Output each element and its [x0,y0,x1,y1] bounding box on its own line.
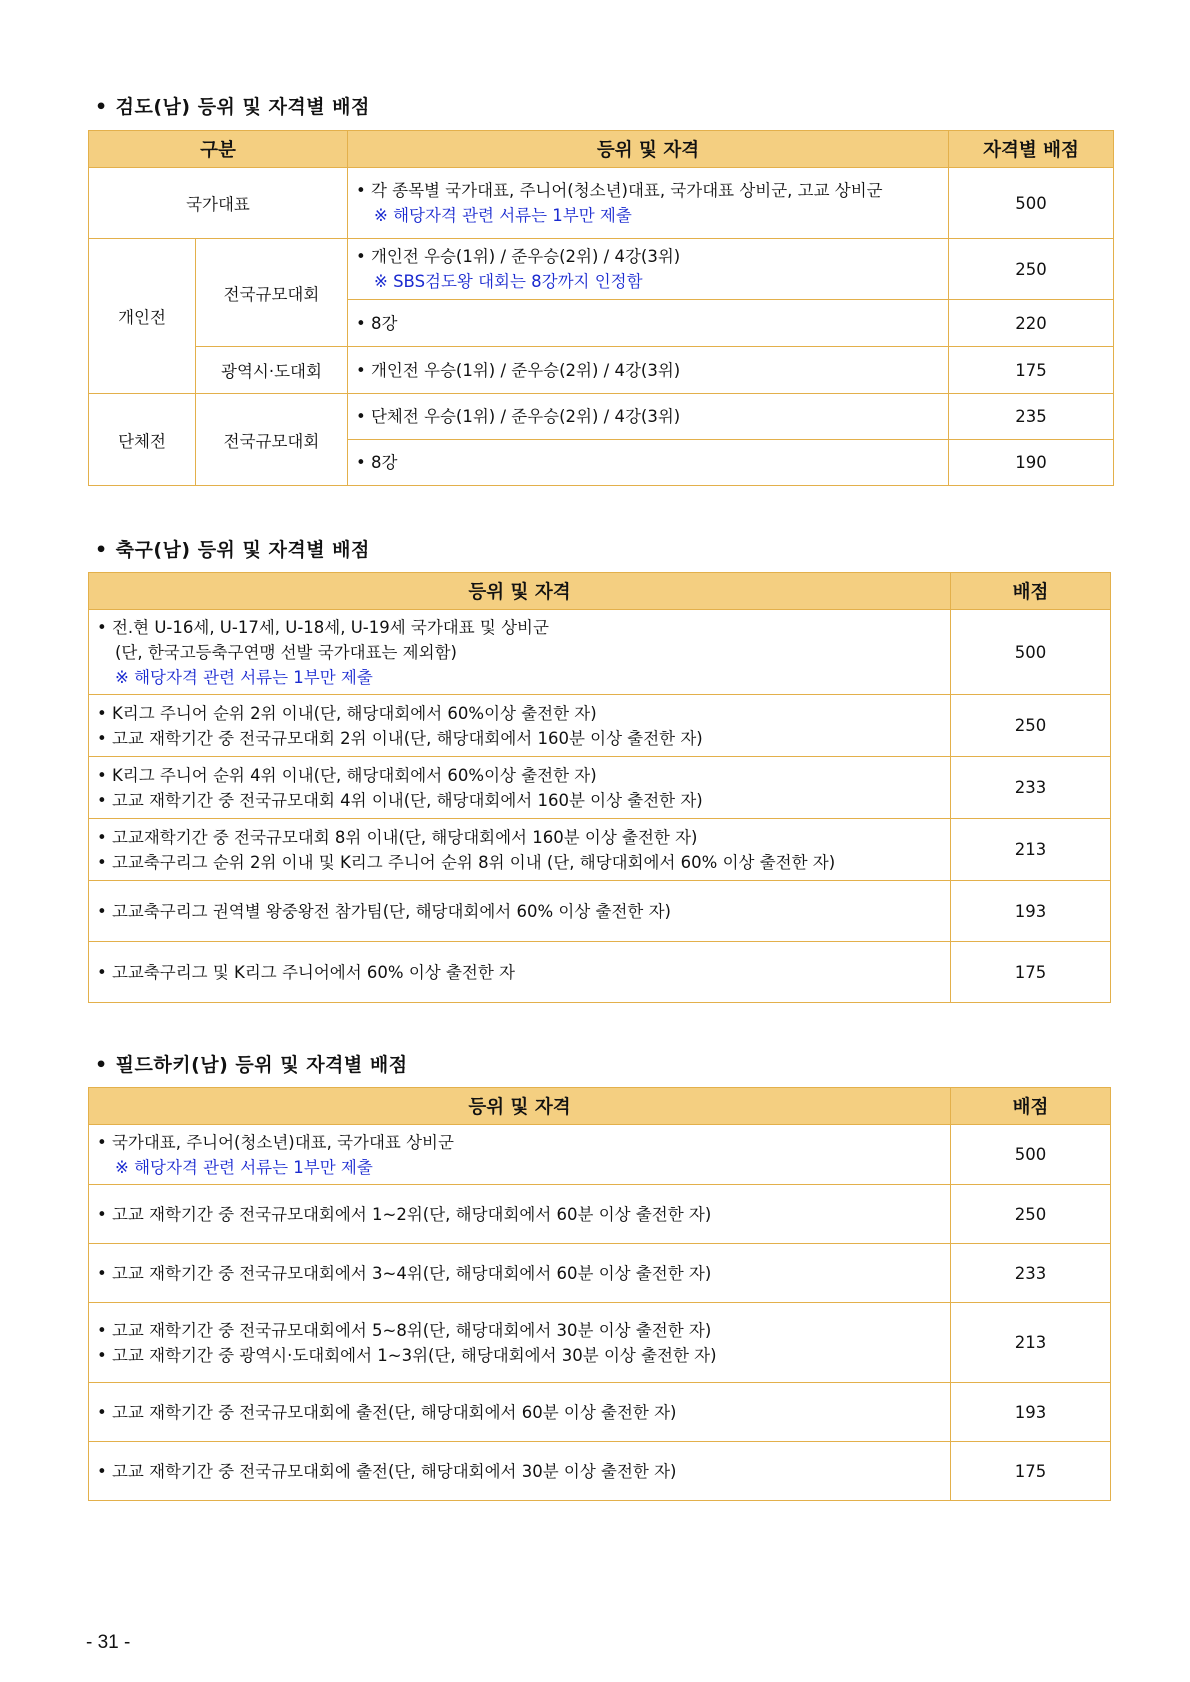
kendo-score-table [88,130,1114,486]
header-category: 구분 [89,131,348,168]
table-row [89,1244,1111,1303]
qualification-cell: • 개인전 우승(1위) / 준우승(2위) / 4강(3위) [348,347,949,394]
qualification-cell: • 8강 [348,300,949,347]
table-row [89,881,1111,942]
category-cell: 개인전 [89,239,196,394]
qualification-cell: • 단체전 우승(1위) / 준우승(2위) / 4강(3위) [348,394,949,440]
qualification-cell: • 고교 재학기간 중 전국규모대회에서 1~2위(단, 해당대회에서 60분 이상 출전한 자) [89,1185,951,1244]
table-row [89,757,1111,819]
table-row [89,610,1111,695]
qualification-cell: • 고교축구리그 권역별 왕중왕전 참가팀(단, 해당대회에서 60% 이상 출전한 자) [89,881,951,942]
header-qualification: 등위 및 자격 [89,573,951,610]
page-number: - 31 - [86,1632,131,1653]
table-row [89,239,1114,300]
qualification-cell: • K리그 주니어 순위 4위 이내(단, 해당대회에서 60%이상 출전한 자) • 고교 재학기간 중 전국규모대회 4위 이내(단, 해당대회에서 160분 이상 출전한 자) [89,757,951,819]
score-cell: 500 [951,610,1111,695]
score-cell: 190 [949,440,1114,486]
table-row [89,1383,1111,1442]
score-cell: 175 [951,1442,1111,1501]
table-row [89,347,1114,394]
score-cell: 193 [951,1383,1111,1442]
score-cell: 235 [949,394,1114,440]
qualification-cell: • 국가대표, 주니어(청소년)대표, 국가대표 상비군 ※ 해당자격 관련 서류는 1부만 제출 [89,1125,951,1185]
subcategory-cell: 전국규모대회 [196,394,348,486]
qualification-cell: • 고교축구리그 및 K리그 주니어에서 60% 이상 출전한 자 [89,942,951,1003]
soccer-section-title: • 축구(남) 등위 및 자격별 배점 [95,539,370,561]
subcategory-cell: 전국규모대회 [196,239,348,347]
score-cell: 175 [949,347,1114,394]
table-row [89,695,1111,757]
score-cell: 500 [949,168,1114,239]
score-cell: 250 [951,695,1111,757]
table-row [89,1125,1111,1185]
hockey-score-table [88,1087,1111,1501]
score-cell: 500 [951,1125,1111,1185]
table-row [89,1185,1111,1244]
qualification-cell: • 고교 재학기간 중 전국규모대회에서 5~8위(단, 해당대회에서 30분 이상 출전한 자) • 고교 재학기간 중 광역시·도대회에서 1~3위(단, 해당대회에서 30분 이상 출전한 자) [89,1303,951,1383]
category-cell: 국가대표 [89,168,348,239]
kendo-section-title: • 검도(남) 등위 및 자격별 배점 [95,96,370,118]
soccer-score-table [88,572,1111,1003]
header-qualification: 등위 및 자격 [89,1088,951,1125]
qualification-cell: • K리그 주니어 순위 2위 이내(단, 해당대회에서 60%이상 출전한 자) • 고교 재학기간 중 전국규모대회 2위 이내(단, 해당대회에서 160분 이상 출전한 자) [89,695,951,757]
header-score: 자격별 배점 [949,131,1114,168]
score-cell: 213 [951,1303,1111,1383]
qualification-cell: • 고교재학기간 중 전국규모대회 8위 이내(단, 해당대회에서 160분 이상 출전한 자) • 고교축구리그 순위 2위 이내 및 K리그 주니어 순위 8위 이내 (단, 해당대회에서 60% 이상 출전한 자) [89,819,951,881]
score-cell: 250 [949,239,1114,300]
header-qualification: 등위 및 자격 [348,131,949,168]
score-cell: 175 [951,942,1111,1003]
category-cell: 단체전 [89,394,196,486]
table-row [89,942,1111,1003]
score-cell: 250 [951,1185,1111,1244]
qualification-cell: • 전.현 U-16세, U-17세, U-18세, U-19세 국가대표 및 상비군 (단, 한국고등축구연맹 선발 국가대표는 제외함) ※ 해당자격 관련 서류는 1부만 제출 [89,610,951,695]
score-cell: 193 [951,881,1111,942]
qualification-cell: • 고교 재학기간 중 전국규모대회에 출전(단, 해당대회에서 30분 이상 출전한 자) [89,1442,951,1501]
subcategory-cell: 광역시·도대회 [196,347,348,394]
table-header-row [89,131,1114,168]
score-cell: 220 [949,300,1114,347]
table-header-row [89,1088,1111,1125]
header-score: 배점 [951,573,1111,610]
table-row [89,1442,1111,1501]
score-cell: 233 [951,1244,1111,1303]
table-row [89,819,1111,881]
hockey-section-title: • 필드하키(남) 등위 및 자격별 배점 [95,1054,408,1076]
score-cell: 233 [951,757,1111,819]
qualification-cell: • 고교 재학기간 중 전국규모대회에 출전(단, 해당대회에서 60분 이상 출전한 자) [89,1383,951,1442]
qualification-cell: • 각 종목별 국가대표, 주니어(청소년)대표, 국가대표 상비군, 고교 상비군 ※ 해당자격 관련 서류는 1부만 제출 [348,168,949,239]
table-header-row [89,573,1111,610]
table-row [89,168,1114,239]
qualification-cell: • 8강 [348,440,949,486]
score-cell: 213 [951,819,1111,881]
table-row [89,1303,1111,1383]
header-score: 배점 [951,1088,1111,1125]
table-row [89,394,1114,440]
qualification-cell: • 개인전 우승(1위) / 준우승(2위) / 4강(3위) ※ SBS검도왕 대회는 8강까지 인정함 [348,239,949,300]
qualification-cell: • 고교 재학기간 중 전국규모대회에서 3~4위(단, 해당대회에서 60분 이상 출전한 자) [89,1244,951,1303]
